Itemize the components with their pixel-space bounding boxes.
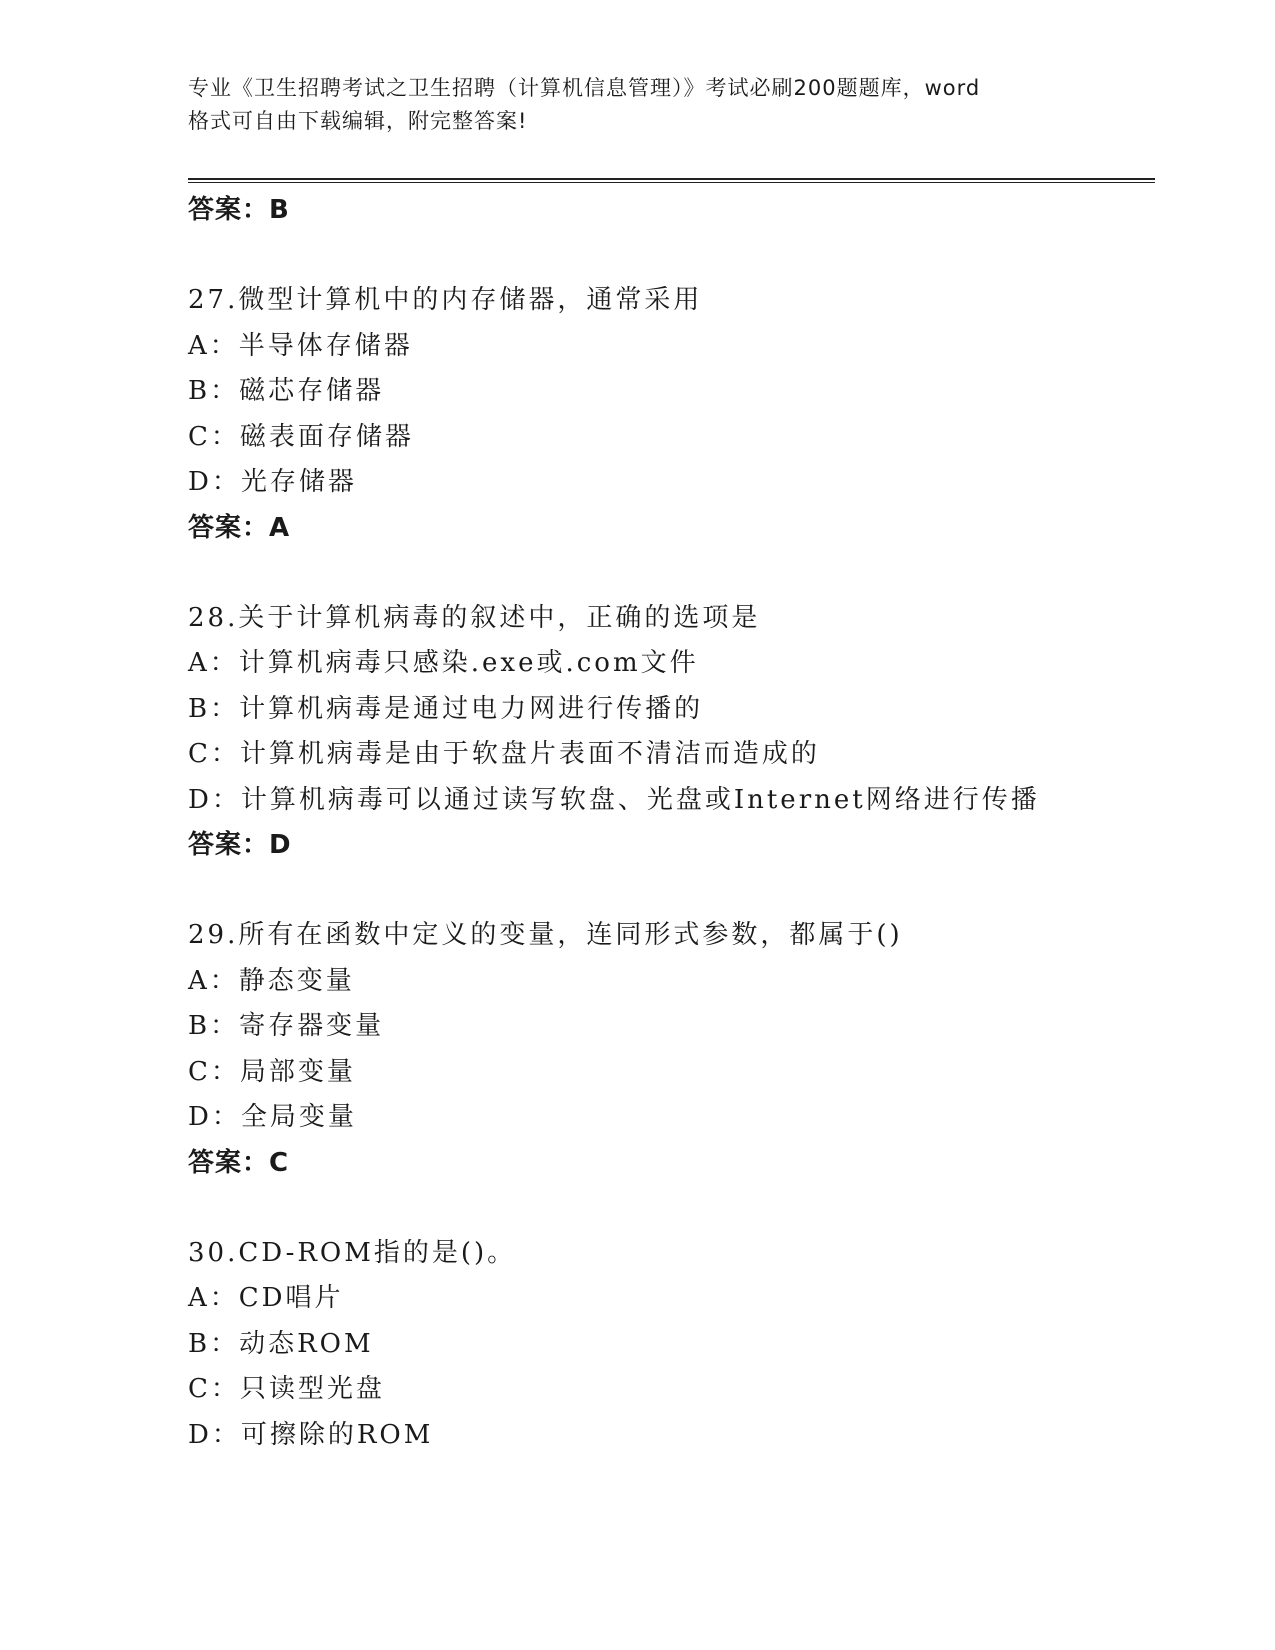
option-d: D：光存储器 [188,467,357,497]
option-d: D：全局变量 [188,1102,357,1132]
question-stem: 28.关于计算机病毒的叙述中，正确的选项是 [188,602,761,633]
question-list [188,188,1148,1458]
question-stem: 29.所有在函数中定义的变量，连同形式参数，都属于() [188,920,903,950]
option-d: D：计算机病毒可以通过读写软盘、光盘或Internet网络进行传播 [188,784,1040,815]
document-header [188,72,1088,138]
option-b: B：磁芯存储器 [188,376,385,406]
option-d: D：可擦除的ROM [188,1419,434,1450]
header-line-2: 格式可自由下载编辑，附完整答案! [188,109,528,133]
option-a: A：计算机病毒只感染.exe或.com文件 [188,648,699,678]
option-a: A：半导体存储器 [188,330,413,361]
answer-line: 答案：B [188,195,290,225]
option-c: C：局部变量 [188,1056,356,1087]
option-c: C：计算机病毒是由于软盘片表面不清洁而造成的 [188,739,820,769]
answer-line: 答案：A [188,512,291,543]
answer-line: 答案：C [188,1147,290,1178]
question-30 [188,1231,1148,1459]
option-a: A：CD唱片 [188,1283,344,1313]
question-29 [188,913,1148,1186]
option-b: B：寄存器变量 [188,1011,385,1041]
option-b: B：计算机病毒是通过电力网进行传播的 [188,693,704,724]
answer-line: 答案：D [188,830,292,860]
question-28 [188,596,1148,869]
question-27 [188,278,1148,551]
option-b: B：动态ROM [188,1328,374,1359]
question-stem: 27.微型计算机中的内存储器，通常采用 [188,285,703,315]
option-c: C：磁表面存储器 [188,421,414,452]
header-line-1: 专业《卫生招聘考试之卫生招聘（计算机信息管理）》考试必刷200题题库，word [188,76,981,100]
header-divider [188,178,1155,183]
option-c: C：只读型光盘 [188,1374,385,1404]
question-stem: 30.CD-ROM指的是()。 [188,1237,517,1268]
option-a: A：静态变量 [188,965,355,996]
